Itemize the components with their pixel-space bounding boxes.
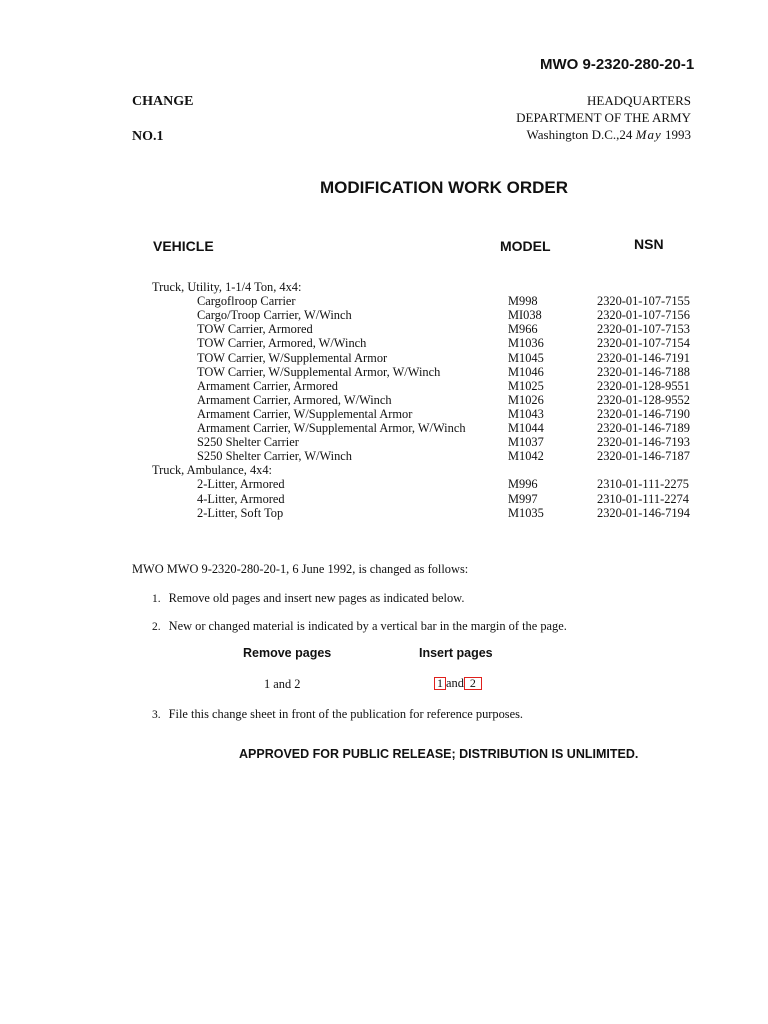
insert-pages-header: Insert pages — [419, 646, 493, 660]
item-text: New or changed material is indicated by a vertical bar in the margin of the page. — [168, 619, 567, 633]
vehicle-column-header: VEHICLE — [153, 238, 214, 254]
vehicle-description: Armament Carrier, Armored — [197, 378, 338, 393]
instruction-item-3 — [152, 705, 523, 723]
vehicle-model: M1043 — [508, 406, 544, 421]
vehicle-nsn: 2320-01-146-7190 — [597, 406, 690, 421]
vehicle-nsn: 2320-01-146-7189 — [597, 421, 690, 435]
vehicle-description: S250 Shelter Carrier, W/Winch — [197, 449, 352, 464]
vehicle-row — [0, 336, 768, 350]
vehicle-description: TOW Carrier, Armored — [197, 322, 313, 337]
change-label: CHANGE — [132, 94, 194, 109]
vehicle-description: Cargo/Troop Carrier, W/Winch — [197, 308, 352, 323]
vehicle-description: 4-Litter, Armored — [197, 491, 285, 506]
vehicle-description: Armament Carrier, Armored, W/Winch — [197, 392, 392, 407]
vehicle-nsn: 2320-01-107-7154 — [597, 336, 690, 351]
vehicle-nsn: 2310-01-111-2275 — [597, 477, 689, 492]
location-date-prefix: Washington D.C.,24 — [526, 127, 633, 142]
vehicle-model: M1036 — [508, 336, 544, 351]
vehicle-row — [0, 506, 768, 520]
location-date-line — [527, 127, 691, 143]
item-number: 2. — [152, 621, 161, 633]
vehicle-row — [0, 280, 768, 294]
vehicle-model: M1035 — [508, 505, 544, 520]
vehicle-nsn: 2320-01-146-7194 — [597, 505, 690, 520]
vehicle-nsn: 2320-01-146-7187 — [597, 449, 690, 464]
insert-pages-and: and — [446, 676, 464, 690]
vehicle-model: M1026 — [508, 392, 544, 407]
vehicle-nsn: 2310-01-111-2274 — [597, 491, 689, 506]
vehicle-model: M1045 — [508, 350, 544, 365]
instruction-item-2 — [152, 617, 567, 635]
date-year: 1993 — [665, 127, 691, 142]
vehicle-nsn: 2320-01-146-7188 — [597, 364, 690, 379]
date-month: May — [635, 127, 662, 142]
vehicle-nsn: 2320-01-128-9551 — [597, 378, 690, 393]
vehicle-nsn: 2320-01-146-7191 — [597, 350, 690, 365]
remove-pages-header: Remove pages — [243, 646, 332, 660]
vehicle-row — [0, 407, 768, 421]
vehicle-row — [0, 463, 768, 477]
vehicle-description: TOW Carrier, W/Supplemental Armor — [197, 350, 388, 365]
vehicle-row — [0, 435, 768, 449]
vehicle-model: M1042 — [508, 449, 544, 464]
item-number: 1. — [152, 593, 161, 605]
department-line: DEPARTMENT OF THE ARMY — [516, 110, 691, 125]
instruction-item-1 — [152, 589, 464, 607]
vehicle-model: M1046 — [508, 364, 544, 379]
vehicle-description: Armament Carrier, W/Supplemental Armor — [197, 406, 413, 421]
vehicle-row — [0, 322, 768, 336]
remove-pages-value: 1 and 2 — [264, 677, 301, 691]
item-text: Remove old pages and insert new pages as indicated below. — [168, 591, 465, 605]
vehicle-row — [0, 449, 768, 463]
vehicle-description: 2-Litter, Soft Top — [197, 505, 284, 520]
vehicle-description: Truck, Utility, 1-1/4 Ton, 4x4: — [152, 280, 302, 294]
vehicle-row — [0, 421, 768, 435]
vehicle-row — [0, 477, 768, 491]
vehicle-model: M1044 — [508, 421, 544, 435]
document-number: MWO 9-2320-280-20-1 — [540, 56, 695, 73]
change-number: NO.1 — [132, 129, 164, 144]
vehicle-model: M997 — [508, 491, 538, 506]
insert-pages-value — [434, 676, 482, 691]
highlight-box-page-2: 2 — [464, 677, 482, 690]
item-number: 3. — [152, 709, 161, 721]
item-text: File this change sheet in front of the publication for reference purposes. — [168, 707, 524, 721]
vehicle-row — [0, 294, 768, 308]
vehicle-model: M966 — [508, 322, 538, 337]
vehicle-description: TOW Carrier, Armored, W/Winch — [197, 336, 367, 351]
vehicle-description: Cargoflroop Carrier — [197, 294, 296, 309]
vehicle-description: TOW Carrier, W/Supplemental Armor, W/Winch — [197, 364, 441, 379]
vehicle-nsn: 2320-01-146-7193 — [597, 435, 690, 450]
nsn-column-header: NSN — [634, 236, 664, 252]
highlight-box-page-1: 1 — [434, 677, 446, 690]
vehicle-nsn: 2320-01-107-7156 — [597, 308, 690, 323]
vehicle-row — [0, 365, 768, 379]
vehicle-model: M998 — [508, 294, 538, 309]
vehicle-row — [0, 379, 768, 393]
vehicle-model: M1037 — [508, 435, 544, 450]
vehicle-model: MI038 — [508, 308, 542, 323]
vehicle-nsn: 2320-01-128-9552 — [597, 392, 690, 407]
vehicle-row — [0, 492, 768, 506]
vehicle-nsn: 2320-01-107-7155 — [597, 294, 690, 309]
vehicle-description: 2-Litter, Armored — [197, 477, 285, 492]
change-intro: MWO MWO 9-2320-280-20-1, 6 June 1992, is changed as follows: — [132, 562, 469, 576]
vehicle-model: M1025 — [508, 378, 544, 393]
vehicle-nsn: 2320-01-107-7153 — [597, 322, 690, 337]
page-title: MODIFICATION WORK ORDER — [319, 178, 569, 197]
vehicle-row — [0, 351, 768, 365]
release-statement: APPROVED FOR PUBLIC RELEASE; DISTRIBUTION IS UNLIMITED. — [239, 747, 639, 761]
vehicle-row — [0, 308, 768, 322]
vehicle-model: M996 — [508, 477, 538, 492]
vehicle-description: S250 Shelter Carrier — [197, 435, 299, 450]
vehicle-description: Truck, Ambulance, 4x4: — [152, 463, 272, 478]
vehicle-row — [0, 393, 768, 407]
headquarters-line: HEADQUARTERS — [587, 93, 691, 108]
vehicle-description: Armament Carrier, W/Supplemental Armor, W/Winch — [197, 421, 466, 435]
model-column-header: MODEL — [500, 238, 551, 254]
